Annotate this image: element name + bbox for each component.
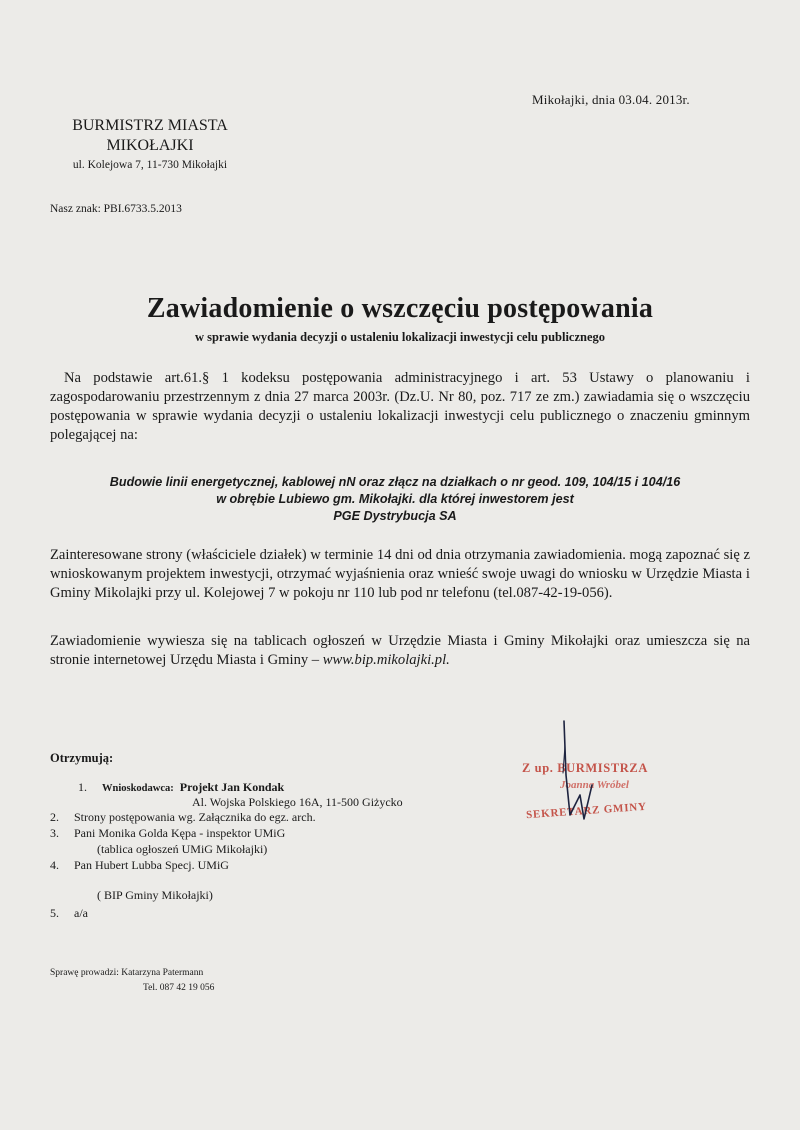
case-handler-phone: Tel. 087 42 19 056 <box>143 983 215 993</box>
sender-line1: BURMISTRZ MIASTA <box>72 117 228 134</box>
recipient-number: 1. <box>78 780 87 794</box>
investment-description <box>40 474 750 525</box>
bip-link[interactable]: www.bip.mikolajki.pl. <box>322 652 450 668</box>
recipient-text: Strony postępowania wg. Załącznika do egz. arch. <box>74 810 316 824</box>
paragraph-parties-info: Zainteresowane strony (właściciele działek) w terminie 14 dni od dnia otrzymania zawiadomienia. mogą zapoznać się z wnioskowanym projektem inwestycji, otrzymać wyjaśnienia oraz wnieść swoje uwagi do wniosku w Urzędzie Miasta i Gminy Mikolajki przy ul. Kolejowej 7 w pokoju nr 110 lub pod nr telefonu (tel.087-42-19-056). <box>50 547 750 601</box>
recipient-text: Pan Hubert Lubba Specj. UMiG <box>74 858 229 872</box>
investment-line2: w obrębie Lubiewo gm. Mikołajki. dla której inwestorem jest <box>216 492 574 506</box>
date-line: Mikołajki, dnia 03.04. 2013r. <box>532 92 690 107</box>
sender-line2: MIKOŁAJKI <box>106 137 194 154</box>
recipient-number: 3. <box>50 826 59 840</box>
recipient-item-2 <box>50 810 316 825</box>
publication-text: Zawiadomienie wywiesza się na tablicach ogłoszeń w Urzędzie Miasta i Gminy Mikołajki oraz umieszcza się na stronie internetowej Urzędu Miasta i Gminy – <box>50 633 750 668</box>
recipients-heading: Otrzymują: <box>50 751 114 765</box>
applicant-label: Wnioskodawca: <box>102 783 174 794</box>
case-handler-name: Sprawę prowadzi: Katarzyna Patermann <box>50 968 204 978</box>
sender-address: ul. Kolejowa 7, 11-730 Mikołajki <box>72 159 228 171</box>
document-subtitle: w sprawie wydania decyzji o ustaleniu lokalizacji inwestycji celu publicznego <box>194 330 606 344</box>
investment-line1: Budowie linii energetycznej, kablowej nN oraz złącz na działkach o nr geod. 109, 104/15 i 104/16 <box>109 475 681 489</box>
recipient-text: Pani Monika Golda Kępa - inspektor UMiG <box>74 826 286 840</box>
reference-number: Nasz znak: PBI.6733.5.2013 <box>50 203 182 215</box>
stamp-line1: Z up. BURMISTRZA <box>522 761 648 775</box>
recipient-note-4: ( BIP Gminy Mikołajki) <box>97 888 213 902</box>
recipient-number: 2. <box>50 810 59 824</box>
sender-block <box>50 116 250 174</box>
applicant-name: Projekt Jan Kondak <box>179 780 285 794</box>
recipient-item-4 <box>50 858 229 873</box>
recipient-item-3 <box>50 826 285 841</box>
handwritten-signature <box>540 715 610 830</box>
paragraph-publication <box>50 632 750 670</box>
stamp-line3: SEKRETARZ GMINY <box>525 800 648 822</box>
case-handler <box>50 966 214 996</box>
investment-line3: PGE Dystrybucja SA <box>333 509 457 523</box>
stamp-line2: Joanna Wróbel <box>560 779 629 791</box>
applicant-address: Al. Wojska Polskiego 16A, 11-500 Giżycko <box>192 795 403 809</box>
recipient-number: 4. <box>50 858 59 872</box>
recipient-item-5 <box>50 906 88 921</box>
paragraph-legal-basis: Na podstawie art.61.§ 1 kodeksu postępowania administracyjnego i art. 53 Ustawy o planowaniu i zagospodarowaniu przestrzennym z dnia 27 marca 2003r. (Dz.U. Nr 80, poz. 717 ze zm.) zawiadamia się o wszczęciu postępowania w sprawie wydania decyzji o ustaleniu lokalizacji inwestycji celu publicznego o znaczeniu gminnym polegającej na: <box>50 370 750 443</box>
recipient-item-1 <box>78 780 284 796</box>
document-title: Zawiadomienie o wszczęciu postępowania <box>146 293 654 324</box>
recipient-text: a/a <box>74 906 88 920</box>
recipient-note-3: (tablica ogłoszeń UMiG Mikołajki) <box>97 842 268 856</box>
recipient-number: 5. <box>50 906 59 920</box>
